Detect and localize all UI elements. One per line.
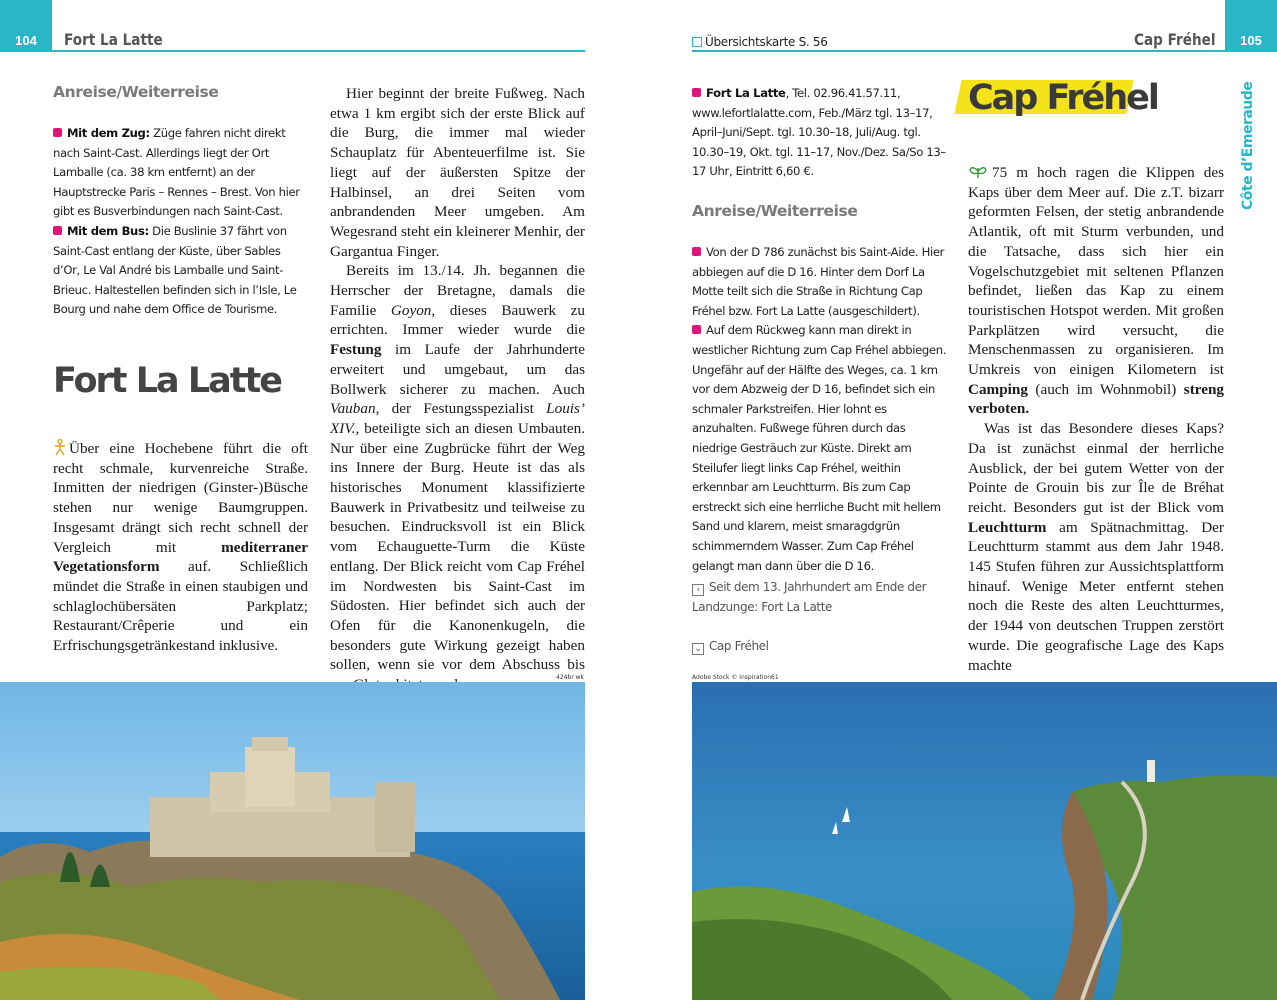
arrow-down-icon: ⌄ (692, 643, 704, 655)
photo-credit-left: 424br wk (556, 674, 585, 681)
running-head-left: Fort La Latte (64, 30, 163, 49)
side-label: Côte d’Emeraude (1240, 81, 1256, 210)
anreise-text-right (692, 243, 948, 576)
running-head-right: Cap Fréhel (1134, 30, 1216, 49)
caption-right-photo: ⌄ Cap Fréhel (692, 636, 769, 656)
caption-left-photo: ‹ Seit dem 13. Jahrhundert am Ende der Landzunge: Fort La Latte (692, 580, 927, 614)
intro-text: Über eine Hochebene führt die oft recht schmale, kurvenreiche Straße. Inmitten der niedrigen (Ginster-)Büsche stehen nur wenige Baumgruppen. Insgesamt drängt sich recht schnell der Vergleich mit mediterraner Vegetationsform auf. Schließlich mündet die Straße in einen staubigen und schlaglochübersäten Parkplatz; Restaurant/Crêperie und ein Erfrischungsgetränkestand inklusive. (53, 440, 308, 655)
photo-credit-right: Adobe Stock © inspiration61 (692, 674, 779, 681)
bullet-icon (53, 226, 62, 235)
page-number-right: 105 (1225, 0, 1277, 52)
bullet-icon (692, 325, 701, 334)
anreise-heading-left: Anreise/Weiterreise (53, 83, 219, 101)
nature-icon (968, 164, 988, 179)
anreise-heading-right: Anreise/Weiterreise (692, 202, 858, 220)
hiking-icon (53, 439, 67, 456)
page-title-left: Fort La Latte (53, 361, 281, 401)
fort-info: Fort La Latte, Tel. 02.96.41.57.11, www.lefortlalatte.com, Feb./März tgl. 13–17, April–Juni/Sept. tgl. 10.30–18, Juli/Aug. tgl. 10.30–19, Okt. tgl. 11–17, Nov./Dez. Sa/So 13–17 Uhr, Eintritt 6,60 €. (692, 86, 946, 179)
cap-frehel-photo (692, 682, 1277, 1000)
map-square-icon (692, 37, 702, 47)
anreise-item-2: Auf dem Rückweg kann man direkt in westlicher Richtung zum Cap Fréhel abbiegen. Ungefähr auf der Hälfte des Weges, ca. 1 km vor dem Abzweig der D 16, befindet sich ein schmaler Parkstreifen. Hier lohnt es anzuhalten. Fußwege führen durch das niedrige Gesträuch zur Küste. Direkt am Steilufer liegt links Cap Fréhel, weithin erkennbar am Leuchtturm. Bis zum Cap erstreckt sich eine herrliche Bucht mit hellem Sand und klarem, meist smaragdgrün schimmerndem Wasser. Zum Cap Fréhel gelangt man dann über die D 16. (692, 323, 947, 573)
fort-la-latte-photo (0, 682, 585, 1000)
header-rule-left (52, 50, 585, 52)
bullet-icon (692, 247, 701, 256)
zug-item: Mit dem Zug: Züge fahren nicht direkt nach Saint-Cast. Allerdings liegt der Ort Lamballe (ca. 38 km entfernt) an der Hauptstrecke Paris – Rennes – Brest. Von hier gibt es Busverbindungen nach Saint-Cast. (53, 126, 300, 219)
arrow-left-icon: ‹ (692, 584, 704, 596)
bullet-icon (692, 88, 701, 97)
anreise-text-left (53, 124, 309, 320)
bullet-icon (53, 128, 62, 137)
page-title-right: Cap Fréhel (968, 78, 1158, 118)
bus-item: Mit dem Bus: Die Buslinie 37 fährt von Saint-Cast entlang der Küste, über Sables d’Or, Le Val André bis Lamballe und Saint-Brieuc. Haltestellen befinden sich in l’Isle, Le Bourg und nahe dem Office de Tourisme. (53, 223, 297, 317)
map-ref[interactable]: Übersichtskarte S. 56 (692, 35, 828, 49)
anreise-item-1: Von der D 786 zunächst bis Saint-Aide. Hier abbiegen auf die D 16. Hinter dem Dorf La Motte teilt sich die Straße in Richtung Cap Fréhel bzw. Fort La Latte (ausgeschildert). (692, 245, 945, 318)
header-rule-right (692, 50, 1225, 52)
page-number-left: 104 (0, 0, 52, 52)
column-2-text: Hier beginnt der breite Fußweg. Nach etwa 1 km ergibt sich der erste Blick auf die Burg, die immer mal wieder Schauplatz für Abenteuerfilme ist. Sie liegt auf der äußersten Spitze der Halbinsel, an drei Seiten vom anbrandenden Meer umgeben. Am Wegesrand steht ein kleinerer Menhir, der Gargantua Finger. Bereits im 13./14. Jh. begannen die Herrscher der Bretagne, damals die Familie Goyon, dieses Bauwerk zu errichten. Immer wieder wurde die Festung im Laufe der Jahrhunderte erweitert und umgebaut, um das Bollwerk sicherer zu machen. Auch Vauban, der Festungsspezialist Louis’ XIV., beteiligte sich an diesen Umbauten. Nur über eine Zugbrücke führt der Weg ins Innere der Burg. Heute ist das als historisches Monument klassifizierte Bauwerk in Privatbesitz und teilweise zu besuchen. Eindrucksvoll ist ein Blick vom Echauguette-Turm die Küste entlang. Der Blick reicht vom Cap Fréhel im Nordwesten bis Saint-Cast im Südosten. Hier befindet sich auch der Ofen für die Kanonenkugeln, die besonders gute Wirkung gezeigt haben sollen, wenn sie vor dem Abschuss bis (330, 85, 585, 674)
cap-text: 75 m hoch ragen die Klippen des Kaps über dem Meer auf. Die z.T. bizarr geformten Felsen, der stetig anbrandende Atlantik, oft mit Sturm verbunden, und die Tatsache, dass sich hier ein Vogelschutzgebiet mit seltenen Pflanzen befindet, ließen das Kap zu einem touristischen Hotspot werden. Mit großen Parkplätzen wird versucht, die Menschenmassen zu organisieren. Im Umkreis von einigen Kilometern ist Camping (auch im Wohnmobil) streng verboten. Was ist das Besondere dieses Kaps? Da ist zunächst einmal der herrliche Ausblick, der bei gutem Wetter von der Pointe de Grouin bis zur Île de Bréhat reicht. Besonders gut ist der Blick vom Leuchtturm am Spätnachmittag. Der Leuchtturm stammt aus dem Jahr 1948. 145 Stufen führen zur Aussichtsplattform hinauf. Wenige Meter entfernt stehen noch die Reste des alten Leuchtturmes, der 1944 von deutschen Truppen zerstört wurde. Die geografische Lage des Kaps machte (968, 164, 1224, 674)
